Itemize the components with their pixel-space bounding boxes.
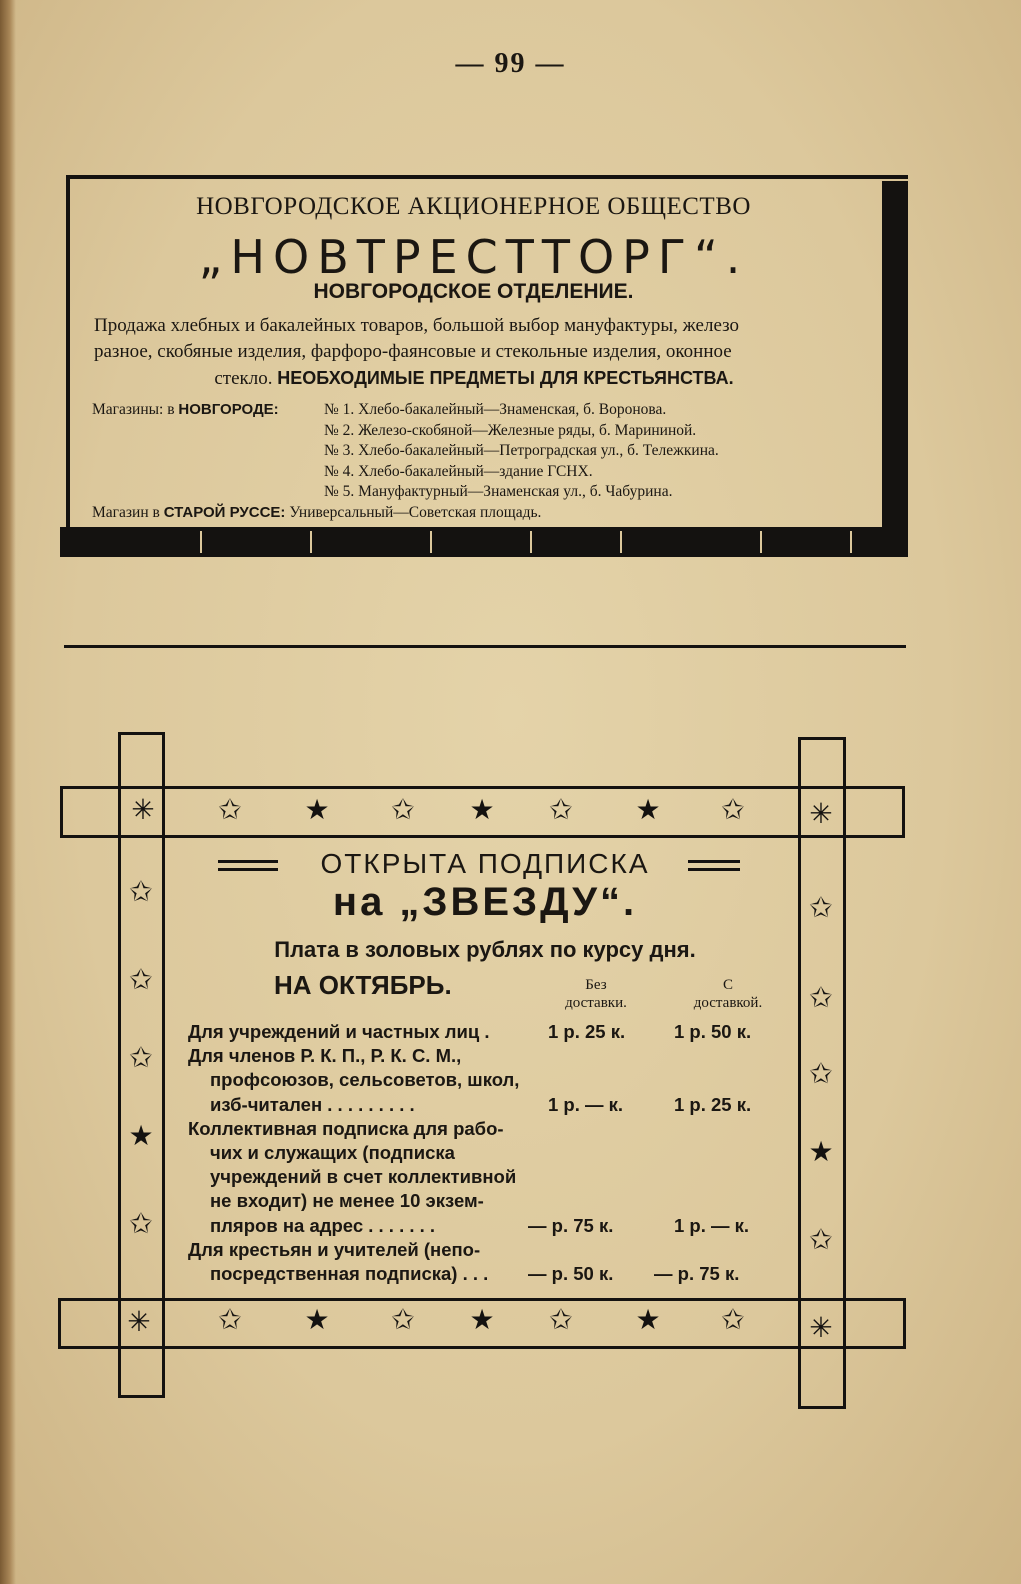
company-description: Продажа хлебных и бакалейных товаров, большой выбор мануфактуры, железо разное, скобяные изделия, фарфоро-фаянсовые и стекольные изделия, оконное стекло. НЕОБХОДИМЫЕ ПРЕДМЕТЫ ДЛЯ КРЕСТЬЯНСТВА. bbox=[94, 315, 740, 389]
star-icon: ✩ bbox=[218, 793, 242, 826]
list-item: № 4. Хлебо-бакалейный—здание ГСНХ. bbox=[324, 462, 593, 480]
novtresttorg-advertisement bbox=[66, 175, 908, 538]
star-icon: ✩ bbox=[391, 793, 415, 826]
star-icon: ✩ bbox=[129, 1207, 153, 1240]
star-icon: ★ bbox=[304, 793, 330, 826]
star-icon: ✩ bbox=[129, 963, 153, 996]
star-icon: ✩ bbox=[218, 1303, 242, 1336]
table-row: Коллективная подписка для рабо- bbox=[188, 1117, 504, 1139]
star-icon: ✩ bbox=[809, 891, 833, 924]
month-label: НА ОКТЯБРЬ. bbox=[274, 970, 452, 1000]
star-icon: ★ bbox=[635, 1303, 661, 1336]
section-divider bbox=[64, 645, 906, 648]
column-header-no-delivery: Без доставки. bbox=[565, 977, 627, 1011]
star-icon: ★ bbox=[304, 1303, 330, 1336]
subscription-heading: ОТКРЫТА ПОДПИСКА bbox=[320, 848, 650, 879]
asterisk-icon: ✳ bbox=[809, 1311, 833, 1344]
table-row: профсоюзов, сельсоветов, школ, bbox=[210, 1069, 520, 1091]
star-icon: ✩ bbox=[809, 981, 833, 1014]
ad-border-bottom bbox=[60, 527, 908, 557]
shop-list bbox=[92, 400, 872, 523]
newspaper-title: на „ЗВЕЗДУ“. bbox=[332, 880, 638, 924]
star-icon: ★ bbox=[128, 1119, 154, 1152]
star-icon: ✩ bbox=[129, 875, 153, 908]
star-icon: ✩ bbox=[809, 1223, 833, 1256]
star-icon: ✩ bbox=[721, 1303, 745, 1336]
asterisk-icon: ✳ bbox=[127, 1305, 151, 1338]
list-item: № 2. Железо-скобяной—Железные ряды, б. Марининой. bbox=[324, 421, 697, 439]
book-spine-shadow bbox=[0, 0, 16, 1584]
asterisk-icon: ✳ bbox=[809, 797, 833, 830]
table-row: посредственная подписка) . . . — р. 50 к. — р. 75 к. bbox=[210, 1262, 740, 1284]
table-row: Для членов Р. К. П., Р. К. С. М., bbox=[188, 1045, 462, 1067]
asterisk-icon: ✳ bbox=[131, 793, 155, 826]
ad-border-right bbox=[882, 181, 908, 536]
list-item: № 3. Хлебо-бакалейный—Петроградская ул., б. Тележкина. bbox=[324, 442, 719, 459]
ad-border-left bbox=[66, 175, 70, 530]
star-icon: ★ bbox=[635, 793, 661, 826]
star-icon: ✩ bbox=[549, 793, 573, 826]
company-type: НОВГОРОДСКОЕ АКЦИОНЕРНОЕ ОБЩЕСТВО bbox=[196, 193, 751, 220]
table-row: не входит) не менее 10 экзем- bbox=[210, 1190, 484, 1212]
star-icon: ✩ bbox=[391, 1303, 415, 1336]
star-icon: ★ bbox=[469, 1303, 495, 1336]
list-item: № 5. Мануфактурный—Знаменская ул., б. Чабурина. bbox=[324, 483, 673, 500]
ad-border-top bbox=[66, 175, 908, 179]
page-number: — 99 — bbox=[455, 48, 566, 79]
table-row: пляров на адрес . . . . . . . — р. 75 к. 1 р. — к. bbox=[210, 1214, 750, 1236]
table-row: Для крестьян и учителей (непо- bbox=[188, 1238, 481, 1260]
star-icon: ★ bbox=[469, 793, 495, 826]
column-header-delivery: С доставкой. bbox=[693, 977, 763, 1011]
table-row: учреждений в счет коллективной bbox=[210, 1166, 517, 1188]
branch-name: НОВГОРОДСКОЕ ОТДЕЛЕНИЕ. bbox=[313, 280, 634, 303]
price-note: Плата в золовых рублях по курсу дня. bbox=[274, 937, 696, 962]
table-row: изб-читален . . . . . . . . . 1 р. — к. 1 р. 25 к. bbox=[210, 1093, 752, 1115]
price-table bbox=[188, 1020, 788, 1286]
star-icon: ★ bbox=[808, 1135, 834, 1168]
star-icon: ✩ bbox=[549, 1303, 573, 1336]
list-item: Магазин в СТАРОЙ РУССЕ: Универсальный—Советская площадь. bbox=[92, 503, 542, 521]
table-row: Для учреждений и частных лиц . 1 р. 25 к. 1 р. 50 к. bbox=[188, 1021, 752, 1042]
company-name: „НОВТРЕСТТОРГ“. bbox=[198, 230, 749, 284]
star-icon: ✩ bbox=[721, 793, 745, 826]
list-item: Магазины: в НОВГОРОДЕ: № 1. Хлебо-бакалейный—Знаменская, б. Воронова. bbox=[92, 401, 667, 418]
table-row: чих и служащих (подписка bbox=[210, 1141, 455, 1163]
star-icon: ✩ bbox=[129, 1041, 153, 1074]
star-icon: ✩ bbox=[809, 1057, 833, 1090]
